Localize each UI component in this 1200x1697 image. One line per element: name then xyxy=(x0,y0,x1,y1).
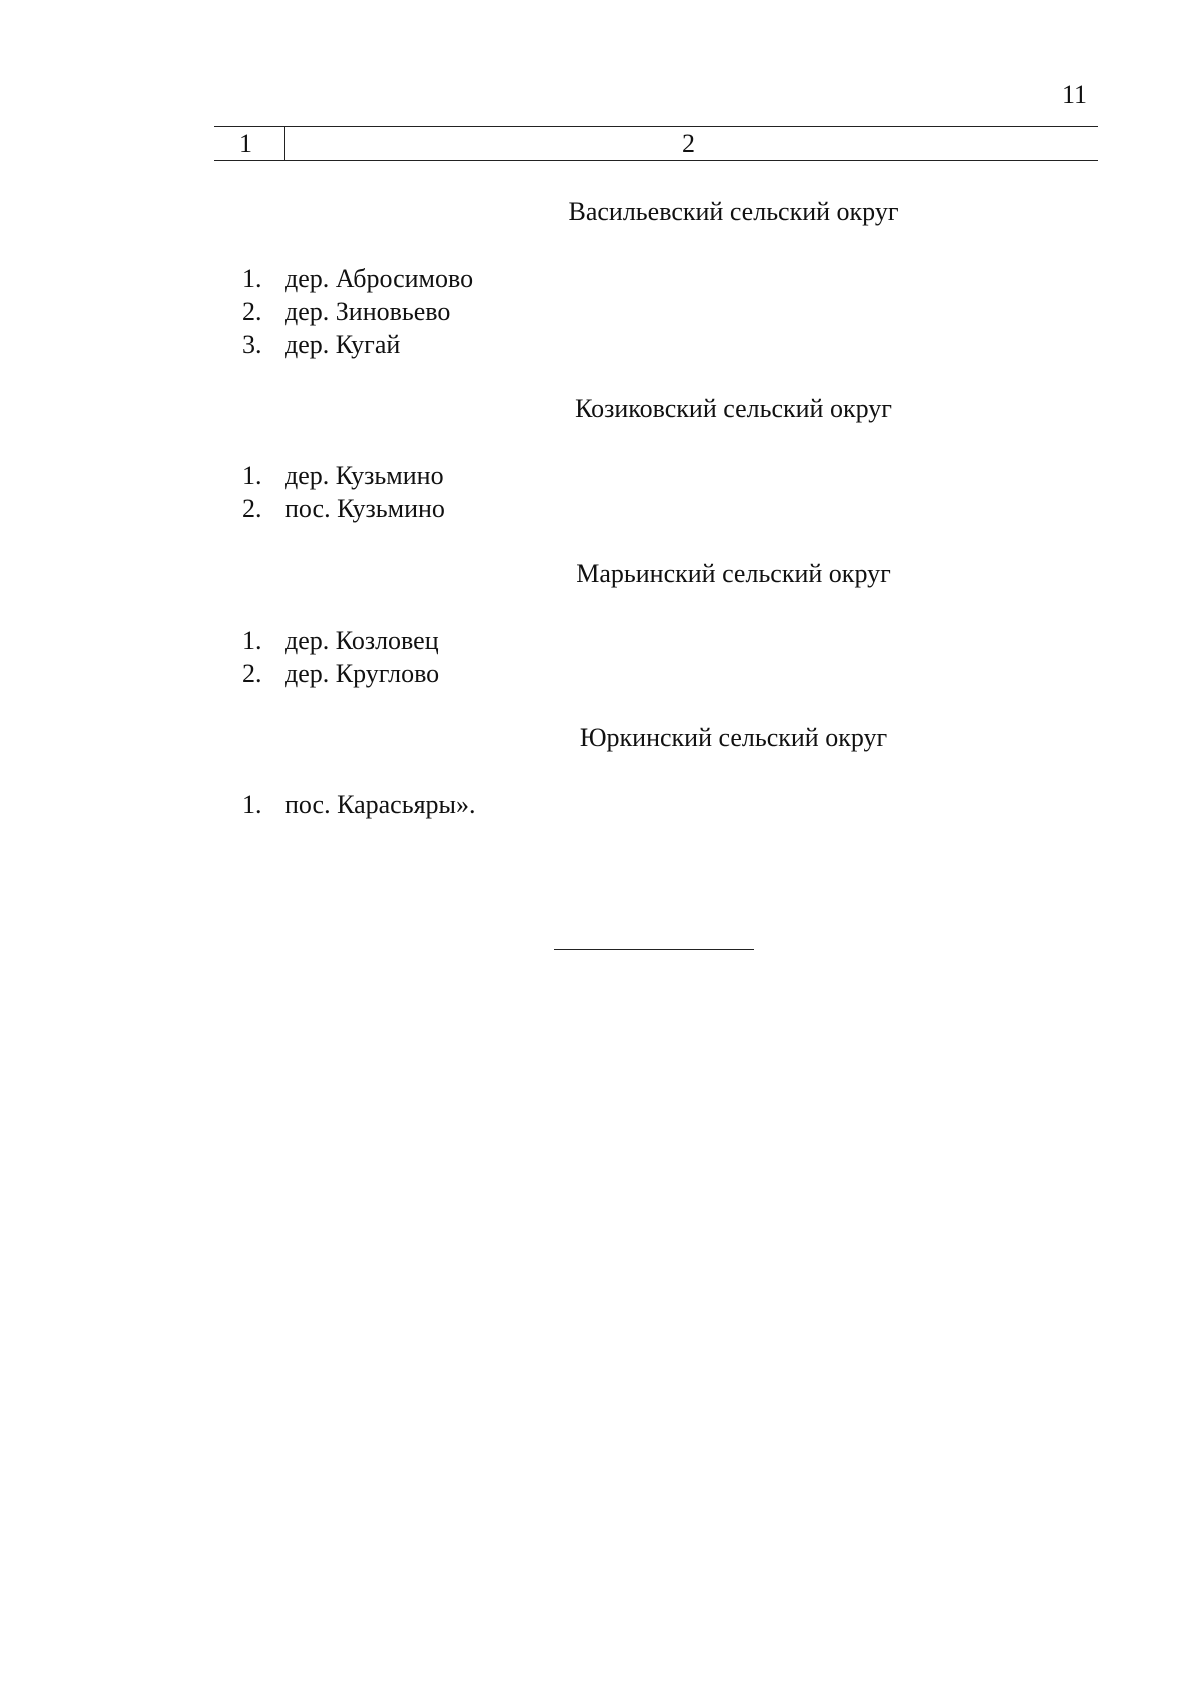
list-item-number: 1. xyxy=(242,461,262,490)
column-divider xyxy=(284,127,285,160)
district-title: Козиковский сельский округ xyxy=(575,394,892,423)
settlement-name: дер. Абросимово xyxy=(285,264,474,293)
column-number-1: 1 xyxy=(239,129,252,158)
list-item xyxy=(242,328,473,361)
settlement-name: дер. Круглово xyxy=(285,659,440,688)
list-item xyxy=(242,492,445,525)
settlement-name: дер. Зиновьево xyxy=(285,297,451,326)
list-item-number: 2. xyxy=(242,297,262,326)
settlement-list xyxy=(242,624,439,690)
settlement-list xyxy=(242,459,445,525)
list-item xyxy=(242,262,473,295)
settlement-name: дер. Козловец xyxy=(285,626,439,655)
list-item xyxy=(242,459,445,492)
list-item xyxy=(242,295,473,328)
list-item-number: 3. xyxy=(242,330,262,359)
list-item-number: 1. xyxy=(242,264,262,293)
settlement-name: дер. Кузьмино xyxy=(285,461,444,490)
district-title: Юркинский сельский округ xyxy=(579,723,888,752)
list-item-number: 1. xyxy=(242,626,262,655)
list-item xyxy=(242,788,476,821)
list-item-number: 2. xyxy=(242,659,262,688)
table-column-header xyxy=(214,126,1098,161)
column-number-2: 2 xyxy=(682,129,695,158)
district-title: Марьинский сельский округ xyxy=(576,559,891,588)
settlement-name: пос. Карасьяры». xyxy=(285,790,476,819)
settlement-list xyxy=(242,788,476,821)
list-item xyxy=(242,657,439,690)
end-of-document-rule xyxy=(554,949,754,950)
settlement-list xyxy=(242,262,473,361)
list-item-number: 2. xyxy=(242,494,262,523)
list-item xyxy=(242,624,439,657)
settlement-name: пос. Кузьмино xyxy=(285,494,445,523)
settlement-name: дер. Кугай xyxy=(285,330,401,359)
page-number: 11 xyxy=(1062,80,1088,109)
list-item-number: 1. xyxy=(242,790,262,819)
district-title: Васильевский сельский округ xyxy=(568,197,899,226)
